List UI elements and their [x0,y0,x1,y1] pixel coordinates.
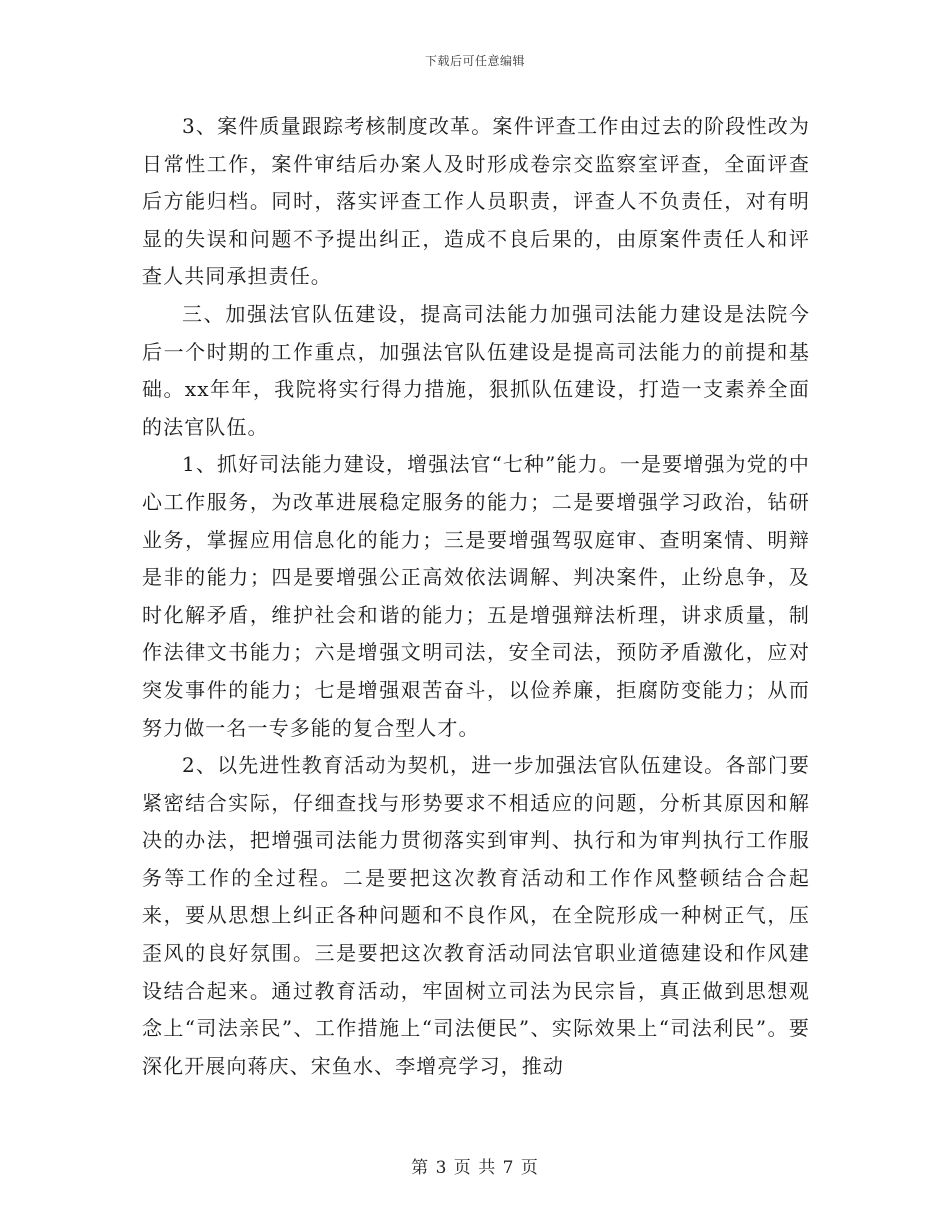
paragraph-judge-team: 三、加强法官队伍建设，提高司法能力加强司法能力建设是法院今后一个时期的工作重点，加强法官队伍建设是提高司法能力的前提和基础。xx年年，我院将实行得力措施，狠抓队伍建设，打造一支素养全面的法官队伍。 [142,301,810,439]
paragraph-case-quality: 3、案件质量跟踪考核制度改革。案件评查工作由过去的阶段性改为日常性工作，案件审结后办案人及时形成卷宗交监察室评查，全面评查后方能归档。同时，落实评查工作人员职责，评查人不负责任，对有明显的失误和问题不予提出纠正，造成不良后果的，由原案件责任人和评查人共同承担责任。 [142,114,810,289]
page-footer: 第 3 页 共 7 页 [411,1158,539,1178]
paragraph-education-activity: 2、以先进性教育活动为契机，进一步加强法官队伍建设。各部门要紧密结合实际，仔细查找与形势要求不相适应的问题，分析其原因和解决的办法，把增强司法能力贯彻落实到审判、执行和为审判执行工作服务等工作的全过程。二是要把这次教育活动和工作作风整顿结合合起来，要从思想上纠正各种问题和不良作风，在全院形成一种树正气，压歪风的良好氛围。三是要把这次教育活动同法官职业道德建设和作风建设结合起来。通过教育活动，牢固树立司法为民宗旨，真正做到思想观念上“司法亲民”、工作措施上“司法便民”、实际效果上“司法利民”。要深化开展向蒋庆、宋鱼水、李增亮学习，推动 [142,753,810,1078]
document-body [142,108,810,1085]
paragraph-judicial-capacity: 1、抓好司法能力建设，增强法官“七种”能力。一是要增强为党的中心工作服务，为改革进展稳定服务的能力；二是要增强学习政治，钻研业务，掌握应用信息化的能力；三是要增强驾驭庭审、查明案情、明辩是非的能力；四是要增强公正高效依法调解、判决案件，止纷息争，及时化解矛盾，维护社会和谐的能力；五是增强辩法析理，讲求质量，制作法律文书能力；六是增强文明司法，安全司法，预防矛盾激化，应对突发事件的能力；七是增强艰苦奋斗，以俭养廉，拒腐防变能力；从而努力做一名一专多能的复合型人才。 [142,452,810,740]
page-header: 下载后可任意编辑 [424,54,525,68]
